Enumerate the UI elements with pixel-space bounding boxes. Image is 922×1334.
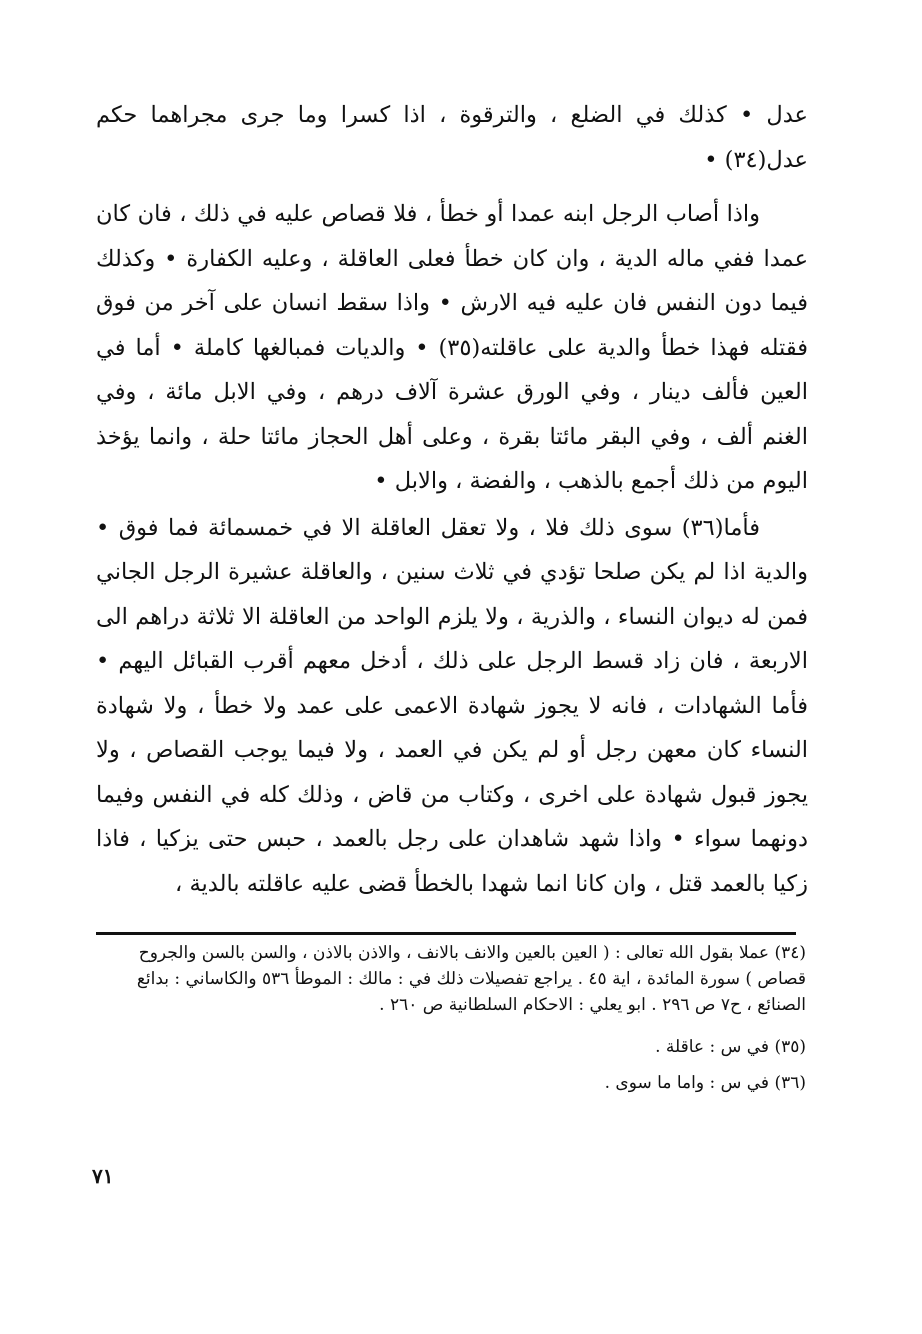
footnote: (٣٤) عملا بقول الله تعالى : ( العين بالعين والانف بالانف ، والاذن بالاذن ، والسن بالسن والجروح قصاص ) سورة المائدة ، اية ٤٥ . يراجع تفصيلات ذلك في : مالك : الموطأ ٥٣٦ والكاساني : بدائع الصنائع ، ح٧ ص ٢٩٦ . ابو يعلي : الاحكام السلطانية ص ٢٦٠ . [136, 943, 806, 1015]
paragraph: عدل • كذلك في الضلع ، والترقوة ، اذا كسرا وما جرى مجراهما حكم عدل(٣٤) • [96, 102, 808, 173]
main-text [96, 93, 808, 906]
footnotes [110, 940, 806, 1096]
paragraph: فأما(٣٦) سوى ذلك فلا ، ولا تعقل العاقلة الا في خمسمائة فما فوق • والدية اذا لم يكن صلحا تؤدي في ثلاث سنين ، والعاقلة عشيرة الرجل الجاني فمن له ديوان النساء ، والذرية ، ولا يلزم الواحد من العاقلة الا ثلاثة دراهم الى الاربعة ، فان زاد قسط الرجل على ذلك ، أدخل معهم أقرب القبائل اليهم • فأما الشهادات ، فانه لا يجوز شهادة الاعمى على عمد ولا خطأ ، ولا شهادة النساء كان معهن رجل أو لم يكن في العمد ، ولا فيما يوجب القصاص ، ولا يجوز قبول شهادة على اخرى ، وكتاب من قاض ، وذلك كله في النفس وفيما دونهما سواء • واذا شهد شاهدان على رجل بالعمد ، حبس حتى يزكيا ، فاذا زكيا بالعمد قتل ، وان كانا انما شهدا بالخطأ قضى عليه عاقلته بالدية ، [96, 514, 809, 897]
page-number: ٧١ [92, 1164, 114, 1188]
paragraph: واذا أصاب الرجل ابنه عمدا أو خطأ ، فلا قصاص عليه في ذلك ، فان كان عمدا ففي ماله الدية ، وان كان خطأ فعلى العاقلة ، وعليه الكفارة • وكذلك فيما دون النفس فان عليه فيه الارش • واذا سقط انسان على آخر من فوق فقتله فهذا خطأ والدية على عاقلته(٣٥) • والديات فمبالغها كاملة • أما في العين فألف دينار ، وفي الورق عشرة آلاف درهم ، وفي الابل مائة ، وفي الغنم ألف ، وفي البقر مائتا بقرة ، وعلى أهل الحجاز مائتا حلة ، وانما يؤخذ اليوم من ذلك أجمع بالذهب ، والفضة ، والابل • [96, 201, 808, 494]
footnote-divider [96, 932, 796, 935]
footnote: (٣٦) في س : واما ما سوى . [604, 1073, 806, 1093]
footnote: (٣٥) في س : عاقلة . [655, 1037, 806, 1057]
